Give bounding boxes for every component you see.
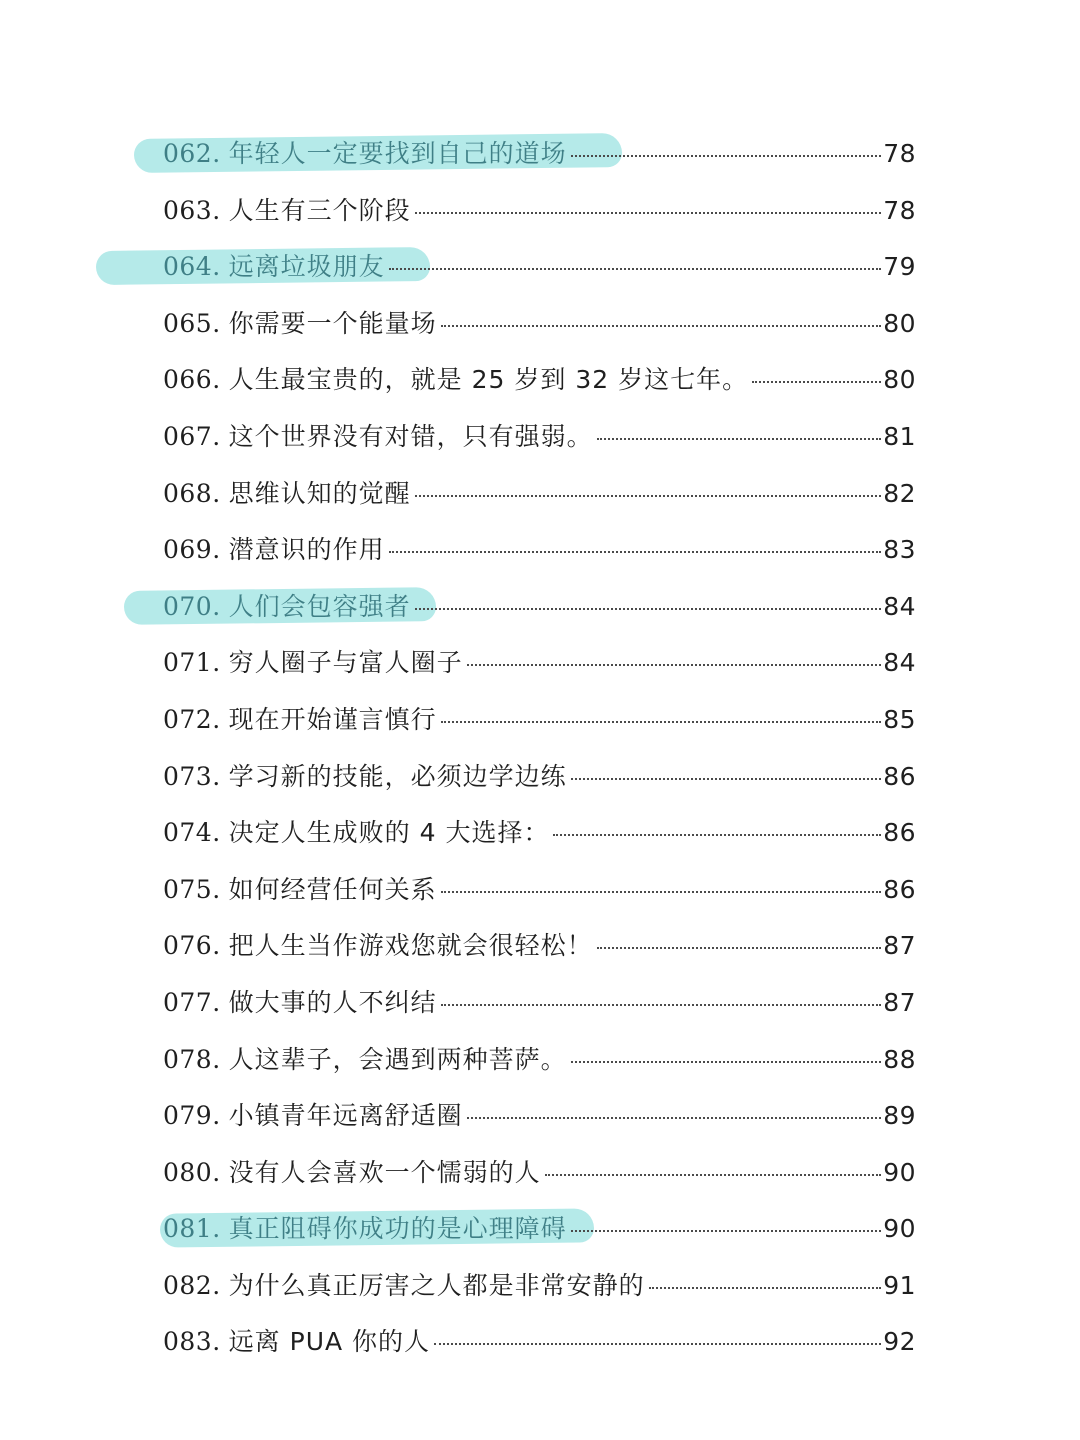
entry-page: 88 bbox=[883, 1044, 916, 1074]
toc-entry[interactable] bbox=[0, 409, 1080, 466]
entry-title: 做大事的人不纠结 bbox=[228, 987, 437, 1017]
dot-leader bbox=[441, 721, 882, 723]
toc-entry[interactable] bbox=[0, 862, 1080, 919]
dot-leader bbox=[389, 551, 882, 553]
dot-leader bbox=[649, 1287, 882, 1289]
toc-entry[interactable] bbox=[0, 1314, 1080, 1371]
entry-page: 92 bbox=[883, 1327, 916, 1357]
toc-entry[interactable] bbox=[0, 239, 1080, 296]
entry-page: 86 bbox=[883, 874, 916, 904]
entry-title: 为什么真正厉害之人都是非常安静的 bbox=[228, 1270, 645, 1300]
dot-leader bbox=[467, 664, 882, 666]
toc-entry[interactable] bbox=[0, 805, 1080, 862]
toc-entry[interactable] bbox=[0, 749, 1080, 806]
toc-entry[interactable] bbox=[0, 692, 1080, 749]
toc-entry[interactable] bbox=[0, 1201, 1080, 1258]
entry-page: 91 bbox=[883, 1270, 916, 1300]
dot-leader bbox=[415, 608, 882, 610]
dot-leader bbox=[434, 1343, 881, 1345]
toc-entry[interactable] bbox=[0, 126, 1080, 183]
entry-page: 90 bbox=[883, 1157, 916, 1187]
entry-number: 062. bbox=[163, 139, 221, 168]
entry-title: 远离 PUA 你的人 bbox=[228, 1327, 431, 1357]
entry-page: 87 bbox=[883, 931, 916, 961]
entry-number: 078. bbox=[163, 1044, 221, 1074]
entry-title: 真正阻碍你成功的是心理障碍 bbox=[228, 1214, 567, 1244]
toc-entry[interactable] bbox=[0, 579, 1080, 636]
dot-leader bbox=[571, 778, 882, 780]
entry-page: 81 bbox=[883, 421, 916, 451]
entry-number: 075. bbox=[163, 874, 221, 904]
toc-entry[interactable] bbox=[0, 1145, 1080, 1202]
entry-title: 潜意识的作用 bbox=[228, 535, 385, 565]
entry-title: 思维认知的觉醒 bbox=[228, 478, 411, 508]
dot-leader bbox=[752, 381, 881, 383]
dot-leader bbox=[441, 891, 882, 893]
entry-number: 065. bbox=[163, 308, 221, 338]
entry-title: 如何经营任何关系 bbox=[228, 874, 437, 904]
entry-title: 把人生当作游戏您就会很轻松！ bbox=[228, 931, 593, 961]
entry-number: 071. bbox=[163, 648, 221, 678]
dot-leader bbox=[571, 155, 882, 157]
entry-number: 072. bbox=[163, 704, 221, 734]
dot-leader bbox=[441, 325, 882, 327]
toc-entry[interactable] bbox=[0, 975, 1080, 1032]
entry-number: 073. bbox=[163, 761, 221, 791]
entry-title: 穷人圈子与富人圈子 bbox=[228, 648, 463, 678]
entry-page: 82 bbox=[883, 478, 916, 508]
entry-page: 78 bbox=[883, 195, 916, 225]
entry-number: 070. bbox=[163, 591, 221, 621]
entry-number: 068. bbox=[163, 478, 221, 508]
entry-page: 87 bbox=[883, 987, 916, 1017]
entry-page: 89 bbox=[883, 1101, 916, 1131]
entry-title: 人这辈子，会遇到两种菩萨。 bbox=[228, 1044, 567, 1074]
toc-entry[interactable] bbox=[0, 1258, 1080, 1315]
toc-entry[interactable] bbox=[0, 183, 1080, 240]
entry-title: 年轻人一定要找到自己的道场 bbox=[228, 139, 567, 168]
entry-page: 84 bbox=[883, 648, 916, 678]
dot-leader bbox=[441, 1004, 882, 1006]
dot-leader bbox=[571, 1230, 882, 1232]
entry-title: 这个世界没有对错，只有强弱。 bbox=[228, 421, 593, 451]
entry-title: 人生最宝贵的，就是 25 岁到 32 岁这七年。 bbox=[228, 365, 749, 395]
entry-number: 063. bbox=[163, 195, 221, 225]
dot-leader bbox=[571, 1061, 882, 1063]
entry-number: 066. bbox=[163, 365, 221, 395]
entry-number: 064. bbox=[163, 252, 221, 282]
entry-title: 学习新的技能，必须边学边练 bbox=[228, 761, 567, 791]
toc-entry[interactable] bbox=[0, 918, 1080, 975]
dot-leader bbox=[415, 212, 882, 214]
toc-entry[interactable] bbox=[0, 635, 1080, 692]
dot-leader bbox=[597, 438, 882, 440]
entry-title: 现在开始谨言慎行 bbox=[228, 704, 437, 734]
entry-page: 80 bbox=[883, 365, 916, 395]
dot-leader bbox=[553, 834, 881, 836]
entry-page: 78 bbox=[883, 139, 916, 168]
entry-page: 84 bbox=[883, 591, 916, 621]
dot-leader bbox=[415, 495, 882, 497]
dot-leader bbox=[597, 947, 882, 949]
dot-leader bbox=[467, 1117, 882, 1119]
entry-number: 080. bbox=[163, 1157, 221, 1187]
entry-page: 79 bbox=[883, 252, 916, 282]
entry-title: 没有人会喜欢一个懦弱的人 bbox=[228, 1157, 541, 1187]
toc-entry[interactable] bbox=[0, 522, 1080, 579]
entry-number: 083. bbox=[163, 1327, 221, 1357]
entry-number: 076. bbox=[163, 931, 221, 961]
toc-entry[interactable] bbox=[0, 352, 1080, 409]
dot-leader bbox=[389, 268, 882, 270]
entry-page: 85 bbox=[883, 704, 916, 734]
dot-leader bbox=[545, 1174, 882, 1176]
entry-page: 86 bbox=[883, 761, 916, 791]
entry-page: 80 bbox=[883, 308, 916, 338]
entry-number: 082. bbox=[163, 1270, 221, 1300]
toc-entry[interactable] bbox=[0, 466, 1080, 523]
entry-number: 074. bbox=[163, 818, 221, 848]
toc-entry[interactable] bbox=[0, 1088, 1080, 1145]
table-of-contents bbox=[0, 126, 1080, 1371]
entry-title: 人们会包容强者 bbox=[228, 591, 411, 621]
entry-page: 90 bbox=[883, 1214, 916, 1244]
entry-number: 069. bbox=[163, 535, 221, 565]
entry-page: 83 bbox=[883, 535, 916, 565]
entry-number: 077. bbox=[163, 987, 221, 1017]
entry-title: 你需要一个能量场 bbox=[228, 308, 437, 338]
toc-entry[interactable] bbox=[0, 296, 1080, 353]
entry-title: 远离垃圾朋友 bbox=[228, 252, 385, 282]
entry-title: 人生有三个阶段 bbox=[228, 195, 411, 225]
entry-number: 067. bbox=[163, 421, 221, 451]
toc-entry[interactable] bbox=[0, 1032, 1080, 1089]
entry-title: 小镇青年远离舒适圈 bbox=[228, 1101, 463, 1131]
entry-title: 决定人生成败的 4 大选择： bbox=[228, 818, 550, 848]
entry-page: 86 bbox=[883, 818, 916, 848]
entry-number: 079. bbox=[163, 1101, 221, 1131]
entry-number: 081. bbox=[163, 1214, 221, 1244]
